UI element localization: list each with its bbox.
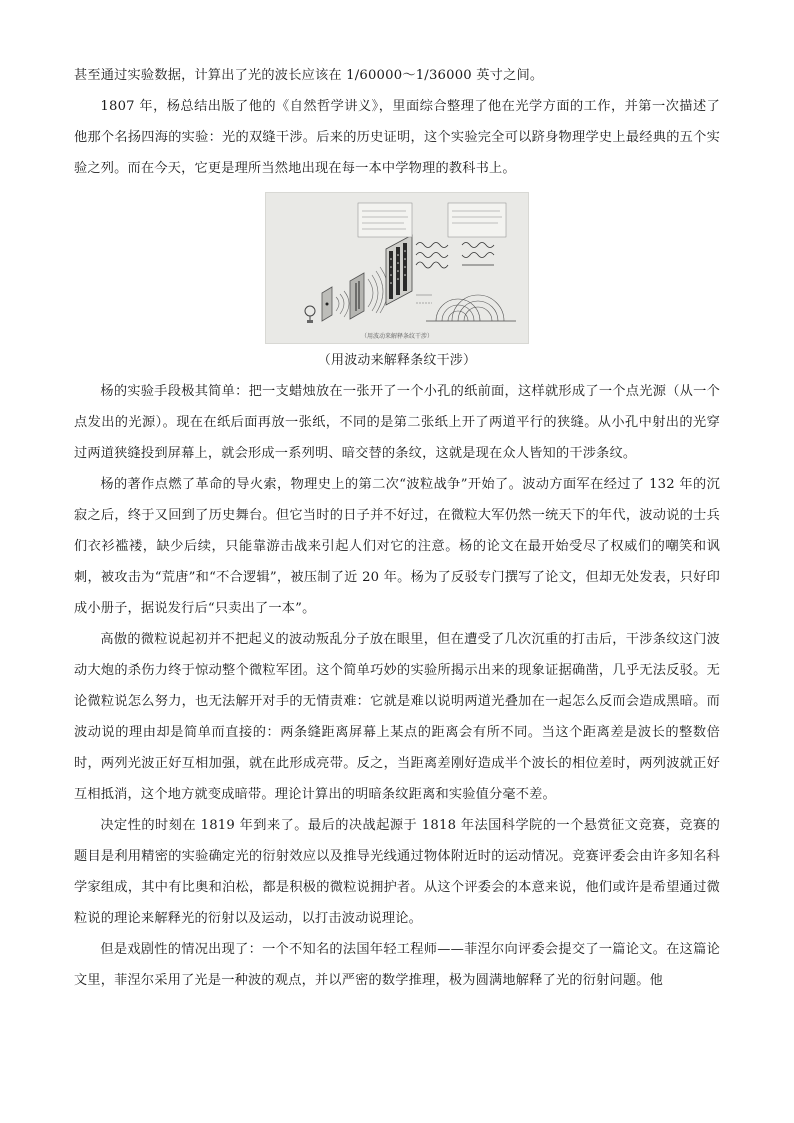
paragraph-2: 1807 年，杨总结出版了他的《自然哲学讲义》，里面综合整理了他在光学方面的工作，并第一次描述了他那个名扬四海的实验：光的双缝干涉。后来的历史证明，这个实验完全可以跻身物理学史上最经典的五个实验之列。而在今天，它更是理所当然地出现在每一本中学物理的教科书上。 [74,99,720,176]
light-source-icon [305,306,315,323]
interference-pattern [426,295,516,321]
legend-lines [416,295,432,303]
wave-arcs-1 [336,291,349,317]
document-page [74,60,720,996]
figure-inner-caption: （用波动来解释条纹干涉） [360,333,433,340]
double-slit-illustration [266,193,528,343]
pinhole-screen [322,287,332,321]
sine-waves [416,243,494,269]
paragraph-1: 甚至通过实验数据，计算出了光的波长应该在 1/60000～1/36000 英寸之间。 [74,68,544,83]
double-slit-figure [265,192,529,344]
figure-caption: （用波动来解释条纹干涉） [317,353,477,368]
paragraph-5: 高傲的微粒说起初并不把起义的波动叛乱分子放在眼里，但在遭受了几次沉重的打击后，干涉条纹这门波动大炮的杀伤力终于惊动整个微粒军团。这个简单巧妙的实验所揭示出来的现象证据确凿，几乎无法反驳。无论微粒说怎么努力，也无法解开对手的无情责难：它就是难以说明两道光叠加在一起怎么反而会造成黑暗。而波动说的理由却是简单而直接的：两条缝距离屏幕上某点的距离会有所不同。当这个距离差是波长的整数倍时，两列光波正好互相加强，就在此形成亮带。反之，当距离差刚好造成半个波长的相位差时，两列波就正好互相抵消，这个地方就变成暗带。理论计算出的明暗条纹距离和实验值分毫不差。 [74,632,720,802]
projection-screen [386,235,412,305]
double-slit-screen [350,273,364,319]
paragraph-6: 决定性的时刻在 1819 年到来了。最后的决战起源于 1818 年法国科学院的一个悬赏征文竞赛，竞赛的题目是利用精密的实验确定光的衍射效应以及推导光线通过物体附近时的运动情况。竞赛评委会由许多知名科学家组成，其中有比奥和泊松，都是积极的微粒说拥护者。从这个评委会的本意来说，他们或许是希望通过微粒说的理论来解释光的衍射以及运动，以打击波动说理论。 [74,818,720,926]
paragraph-4: 杨的著作点燃了革命的导火索，物理史上的第二次“波粒战争”开始了。波动方面军在经过了 132 年的沉寂之后，终于又回到了历史舞台。但它当时的日子并不好过，在微粒大军仍然一统天下的年代，波动说的士兵们衣衫褴褛，缺少后续，只能靠游击战来引起人们对它的注意。杨的论文在最开始受尽了权威们的嘲笑和讽刺，被攻击为“荒唐”和“不合逻辑”，被压制了近 20 年。杨为了反驳专门撰写了论文，但却无处发表，只好印成小册子，据说发行后“只卖出了一本”。 [74,477,720,616]
paragraph-7: 但是戏剧性的情况出现了：一个不知名的法国年轻工程师——菲涅尔向评委会提交了一篇论文。在这篇论文里，菲涅尔采用了光是一种波的观点，并以严密的数学推理，极为圆满地解释了光的衍射问题。他 [74,942,720,988]
figure-container [74,192,720,344]
label-box-right [448,203,506,237]
paragraph-3: 杨的实验手段极其简单：把一支蜡烛放在一张开了一个小孔的纸前面，这样就形成了一个点光源（从一个点发出的光源）。现在在纸后面再放一张纸，不同的是第二张纸上开了两道平行的狭缝。从小孔中射出的光穿过两道狭缝投到屏幕上，就会形成一系列明、暗交替的条纹，这就是现在众人皆知的干涉条纹。 [74,384,720,461]
wave-arcs-2 [368,267,388,313]
label-box-left [358,203,412,237]
